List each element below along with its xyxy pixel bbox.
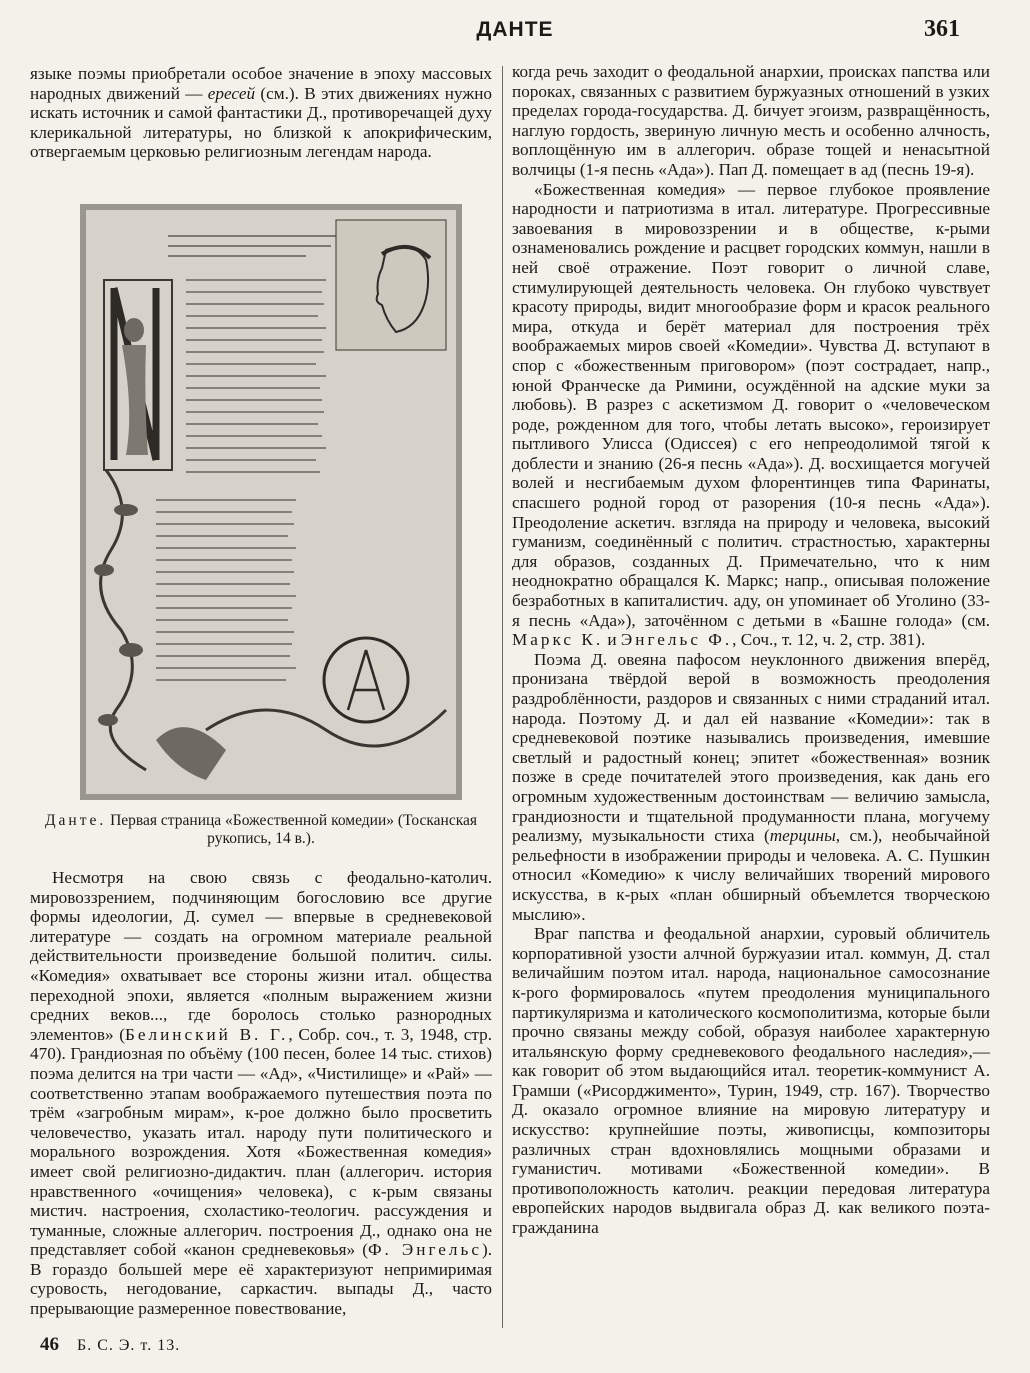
text-span: ). В гораздо большей мере её характеризуют непримиримая суровость, негодование, саркастич. выпады Д., часто прерывающие размеренное повествование, (30, 1240, 492, 1319)
page-number: 361 (924, 16, 960, 42)
page-footer (40, 1334, 180, 1356)
footer-signature: Б. С. Э. т. 13. (77, 1337, 181, 1354)
text-span: , см.), необычайной рельефности в изображении природы и человека. А. С. Пушкин относил «Комедию» к числу величайших творений мирового искусства, в к-рых «план обширный объемлется творческою мыслию». (512, 826, 990, 924)
text-span: (см.). В этих движениях нужно искать источник и самой фантастики Д., противоречащей духу клерикальной литературы, но близкой к апокрифическим, отвергаемым церковью религиозным легендам народа. (30, 83, 492, 162)
paragraph: Враг папства и феодальной анархии, суровый обличитель корпоративной узости алчной буржуазии итал. коммун, Д. стал величайшим поэтом итал. народа, национальное самосознание к-рого формировалось «путем преодоления муниципального партикуляризма и католического космополитизма, которые были прочно связаны между собой, образуя наиболее характерную итальянскую форму средневекового феодального наследия»,— как говорит об этом выдающийся итал. теоретик-коммунист А. Грамши («Рисорджименто», Турин, 1949, стр. 167). Творчество Д. оказало огромное влияние на мировую литературу и искусство: крупнейшие поэты, живописцы, композиторы различных стран вдохновлялись мощными образами и гуманистич. мотивами «Божественной комедии». В противоположность католич. реакции передовая литература европейских народов выдвигала образ Д. как великого поэта-гражданина (512, 924, 990, 1238)
text-span: Несмотря на свою связь с феодально-католич. мировоззрением, подчиняющим богословию все другие формы идеологии, Д. сумел — впервые в средневековой литературе — создать на огромном материале реальной действительности произведение большой политич. силы. «Комедия» охватывает все стороны жизни итал. общества переходной эпохи, является «полным выражением жизни средних веков..., где боролось столько разнородных элементов» ( (30, 868, 492, 1044)
text-span: и (603, 630, 621, 650)
paragraph (512, 180, 990, 650)
column-divider (502, 66, 503, 1328)
text-span: «Божественная комедия» — первое глубокое проявление народности и патриотизма в итал. литературе. Прогрессивные завоевания в мировоззрении и в обществе, к-рыми ознаменовались рождение и расцвет городских коммун, нашли в ней своё отражение. Поэт говорит о личной славе, стимулирующей деятельность человека. Он глубоко чувствует красоту природы, видит многообразие форм и красок реального мира, откуда и берёт материал для построения трёх воображаемых миров своей «Комедии». Чувства Д. вступают в спор с «божественным приговором» (поэт сострадает, напр., юной Франческе да Римини, осуждённой на адские муки за любовь). В разрез с аскетизмом Д. говорит о «человеческом роде, рожденном для того, чтобы летать высоко», героизирует пытливого Улисса (Одиссея) с его непреодолимой тягой к доблести и знанию (26-я песнь «Ада»). Д. восхищается могучей волей и несгибаемым духом флорентинцев типа Фаринаты, спасшего родной город от разорения (10-я песнь «Ада»). Преодоление аскетич. взгляда на природу и человека, высокий гуманизм, соединённый с политич. страстностью, характерны для образов, созданных Д. Примечательно, что к ним неоднократно обращался К. Маркс; напр., описывая положение безработных в капиталистич. аду, он упоминает об Уголино (33-я песнь «Ада»), заточённом с детьми в «Башне голода» (см. (512, 179, 990, 630)
author-name: Ф. Энгельс (367, 1240, 482, 1260)
text-span: , Соч., т. 12, ч. 2, стр. 381). (732, 630, 926, 650)
left-column-top (30, 64, 492, 162)
manuscript-drawing (86, 210, 456, 794)
caption-label: Данте. (44, 812, 107, 829)
page-title: ДАНТЕ (476, 18, 554, 41)
author-name: Маркс К. (512, 630, 604, 650)
manuscript-page-image (86, 210, 456, 794)
paragraph: когда речь заходит о феодальной анархии, происках папства или пороках, связанных с развитием буржуазных отношений в узких пределах города-государства. Д. бичует эгоизм, развращённость, наглую гордость, звериную личную месть и особенно алчность, воплощённую им в аллегорич. образе тощей и ненасытной волчицы (1-я песнь «Ада»). Пап Д. помещает в ад (песнь 19-я). (512, 62, 990, 179)
left-column-bottom (30, 868, 492, 1319)
cross-reference: терцины (769, 826, 836, 846)
manuscript-illustration (80, 204, 462, 800)
figure-caption (36, 812, 486, 848)
paragraph (30, 64, 492, 162)
right-column (512, 62, 990, 1238)
author-name: Энгельс Ф. (620, 630, 733, 650)
caption-text: Первая страница «Божественной комедии» (Тосканская рукопись, 14 в.). (106, 812, 478, 847)
paragraph (512, 650, 990, 924)
text-span: языке поэмы приобретали особое значение в эпоху массовых народных движений — (30, 64, 492, 103)
footer-number: 46 (40, 1334, 59, 1355)
paragraph (30, 868, 492, 1319)
text-span: , Собр. соч., т. 3, 1948, стр. 470). Грандиозная по объёму (100 песен, более 14 тыс. стихов) поэма делится на три части — «Ад», «Чистилище» и «Рай» — соответственно этапам воображаемого путешествия поэта по трём «загробным мирам», к-рое должно было просветить человечество, указать итал. народу пути политического и морального возрождения. Хотя «Божественная комедия» имеет свой религиозно-дидактич. план (аллегорич. история нравственного «очищения» человека), с к-рым связаны мистич. настроения, схоластико-теологич. рассуждения и туманные, сложные аллегорич. построения Д., однако она не представляет собой «канон средневековья» ( (30, 1024, 492, 1260)
cross-reference: ересей (207, 83, 256, 103)
text-span: Поэма Д. овеяна пафосом неуклонного движения вперёд, пронизана твёрдой верой в возможность преодоления раздроблённости, раздоров и связанных с ними страданий итал. народа. Поэтому Д. и дал ей название «Комедии»: так в средневековой поэтике назывались произведения, имевшие светлый и радостный конец; эпитет «божественная» возник позже в среде почитателей этого произведения, как дань его огромным художественным достоинствам — величию замысла, грандиозности и тщательной продуманности плана, могучему реализму, музыкальности стиха ( (512, 649, 990, 846)
author-name: Белинский В. Г. (125, 1024, 289, 1044)
